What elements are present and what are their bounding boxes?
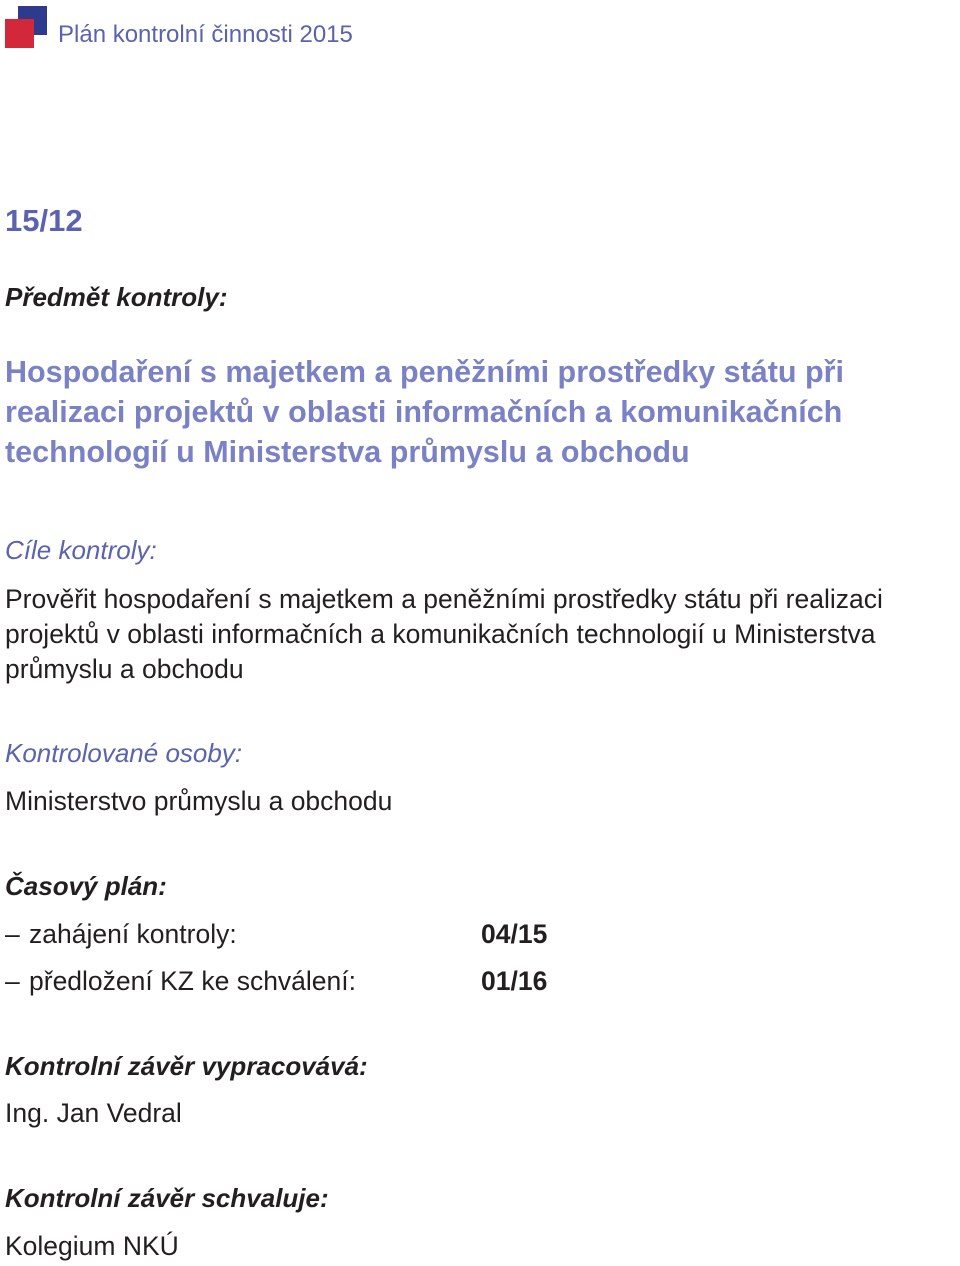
prepared-by-label: Kontrolní závěr vypracovává: xyxy=(5,1051,368,1081)
subject-line: Hospodaření s majetkem a peněžními prostředky státu při xyxy=(5,355,844,389)
subject-line: realizaci projektů v oblasti informačních a komunikačních xyxy=(5,395,843,429)
goals-line: Prověřit hospodaření s majetkem a peněžními prostředky státu při realizaci xyxy=(5,584,883,614)
entities-label: Kontrolované osoby: xyxy=(5,738,243,768)
logo-red-square xyxy=(5,19,34,48)
entities-value: Ministerstvo průmyslu a obchodu xyxy=(5,786,393,816)
nku-logo xyxy=(5,6,47,48)
schedule-label: Časový plán: xyxy=(5,871,167,901)
goals-text xyxy=(5,582,883,687)
subject-line: technologií u Ministerstva průmyslu a obchodu xyxy=(5,435,690,469)
prepared-by-value: Ing. Jan Vedral xyxy=(5,1098,182,1128)
approved-by-label: Kontrolní závěr schvaluje: xyxy=(5,1183,329,1213)
dash-marker: – xyxy=(5,919,20,949)
subject-title xyxy=(5,352,955,472)
goals-line: projektů v oblasti informačních a komunikačních technologií u Ministerstva xyxy=(5,619,876,649)
header-title: Plán kontrolní činnosti 2015 xyxy=(58,21,353,48)
subject-label: Předmět kontroly: xyxy=(5,282,228,312)
approved-by-value: Kolegium NKÚ xyxy=(5,1231,179,1261)
schedule-item-label: zahájení kontroly: xyxy=(29,919,237,949)
schedule-item-value: 04/15 xyxy=(481,919,548,949)
schedule-item-value: 01/16 xyxy=(481,966,548,996)
goals-label: Cíle kontroly: xyxy=(5,535,157,565)
schedule-row xyxy=(5,917,548,951)
schedule-item-label: předložení KZ ke schválení: xyxy=(29,966,357,996)
dash-marker: – xyxy=(5,966,20,996)
schedule-row xyxy=(5,964,548,998)
goals-line: průmyslu a obchodu xyxy=(5,654,244,684)
document-number: 15/12 xyxy=(5,203,83,238)
